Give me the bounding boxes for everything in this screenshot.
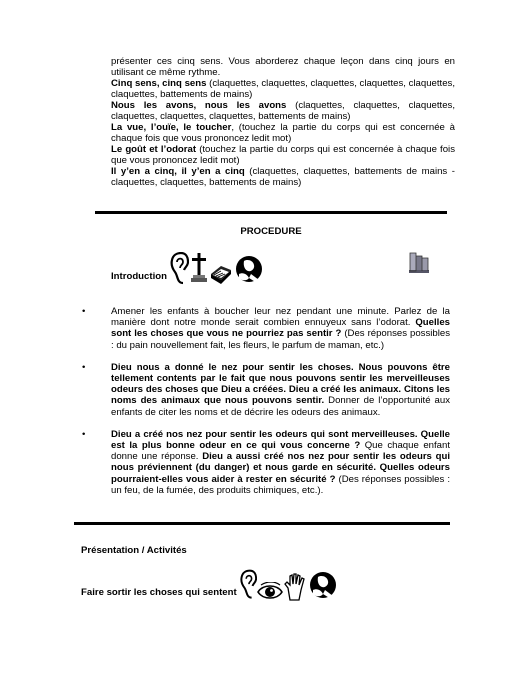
song-line-2: Nous les avons, nous les avons (claquettes, claquettes, claquettes, claquettes, claquettes, claquettes, battements de mains) bbox=[111, 100, 455, 122]
bullet-marker: • bbox=[82, 361, 86, 373]
activity-row bbox=[81, 562, 337, 602]
senses-icons bbox=[169, 252, 263, 286]
books-stack-icon bbox=[408, 250, 430, 274]
introduction-row bbox=[111, 250, 263, 286]
list-item: • Dieu nous a donné le nez pour sentir les choses. Nous pouvons être tellement contents par le fait que nous pouvons sentir les merveilleuses odeurs des choses que Dieu a créées. Dieu a créé les animaux. Citons les noms des animaux que nous pouvons sentir. Donner de l’opportunité aux enfants de citer les noms et de décrire les odeurs des animaux. bbox=[82, 361, 450, 418]
senses-icons bbox=[239, 568, 337, 602]
activity-label: Faire sortir les choses qui sentent bbox=[81, 587, 237, 598]
presentation-heading: Présentation / Activités bbox=[81, 545, 187, 556]
song-line-4: Le goût et l’odorat (touchez la partie du corps qui est concernée à chaque fois que vous prononcez ledit mot) bbox=[111, 144, 455, 166]
ear-icon bbox=[239, 568, 257, 602]
section-divider bbox=[74, 522, 450, 525]
ear-icon bbox=[169, 252, 189, 286]
bullet-marker: • bbox=[82, 306, 86, 317]
procedure-bullet-list bbox=[80, 306, 450, 507]
song-instructions bbox=[111, 56, 455, 188]
song-line-3: La vue, l’ouïe, le toucher, (touchez la partie du corps qui est concernée à chaque fois que vous prononcez ledit mot) bbox=[111, 122, 455, 144]
intro-paragraph: présenter ces cinq sens. Vous aborderez chaque leçon dans cinq jours en utilisant ce même rythme. bbox=[111, 56, 455, 78]
bible-icon bbox=[209, 256, 233, 286]
section-divider bbox=[95, 211, 447, 214]
song-line-1: Cinq sens, cinq sens (claquettes, claquettes, claquettes, claquettes, claquettes, claquettes, battements de mains) bbox=[111, 78, 455, 100]
procedure-heading: PROCEDURE bbox=[240, 226, 302, 237]
list-item: • Amener les enfants à boucher leur nez pendant une minute. Parlez de la manière dont notre monde serait combien ennuyeux sans l’odorat. Quelles sont les choses que vous ne pourriez pas sentir ? (Des réponses possibles : du pain nouvellement fait, les fleurs, le parfum de maman, etc.) bbox=[82, 306, 450, 351]
praying-person-icon bbox=[233, 254, 263, 286]
song-line-5: Il y’en a cinq, il y’en a cinq (claquettes, claquettes, battements de mains - claquettes, claquettes, battements de mains) bbox=[111, 166, 455, 188]
eye-icon bbox=[257, 582, 283, 602]
list-item: • Dieu a créé nos nez pour sentir les odeurs qui sont merveilleuses. Quelle est la plus bonne odeur en ce qui vous concerne ? Que chaque enfant donne une réponse. Dieu a aussi créé nos nez pour sentir les odeurs qui nous préviennent (du danger) et nous garde en sécurité. Quelles odeurs pourraient-elles vous aider à rester en sécurité ? (Des réponses possibles : un feu, de la fumée, des produits chimiques, etc.). bbox=[82, 428, 451, 496]
hand-icon bbox=[283, 572, 307, 602]
cross-candle-icon bbox=[189, 252, 209, 286]
bullet-marker: • bbox=[82, 428, 86, 440]
praying-person-icon bbox=[307, 570, 337, 602]
introduction-label: Introduction bbox=[111, 271, 167, 282]
